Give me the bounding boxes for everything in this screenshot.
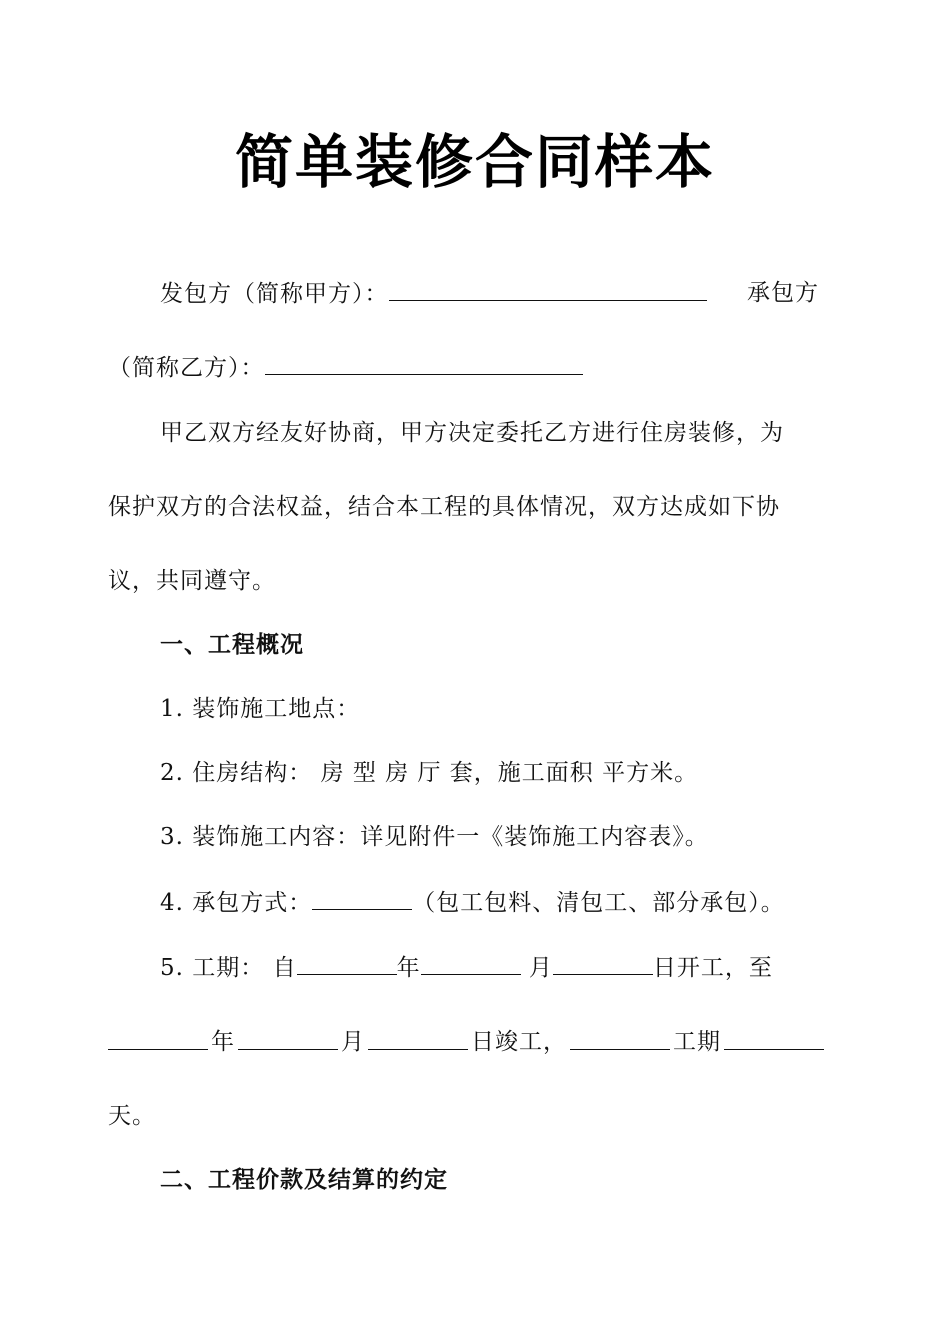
item-5	[160, 952, 773, 983]
item-5-period: 工期	[673, 1029, 721, 1055]
document-title: 简单装修合同样本	[234, 128, 715, 196]
item-5-start-month-blank	[421, 952, 521, 975]
item-4-rest: （包工包料、清包工、部分承包）。	[412, 890, 785, 916]
item-5-start: 日开工，至	[652, 955, 773, 981]
item-5-end-month-blank	[238, 1027, 338, 1050]
item-5-year-2: 年	[211, 1029, 235, 1055]
item-5-label: 5. 工期： 自	[160, 955, 297, 981]
party-b-line	[108, 352, 583, 383]
intro-line-1: 甲乙双方经友好协商，甲方决定委托乙方进行住房装修，为	[160, 420, 784, 446]
section-2-heading: 二、工程价款及结算的约定	[160, 1167, 448, 1193]
intro-line-2: 保护双方的合法权益，结合本工程的具体情况，双方达成如下协	[108, 494, 780, 520]
party-b-label: （简称乙方）：	[108, 355, 265, 381]
party-a-label: 发包方（简称甲方）：	[160, 281, 389, 307]
item-5-period-blank	[570, 1027, 670, 1050]
item-5-month: 月	[528, 955, 553, 981]
item-1: 1. 装饰施工地点：	[160, 696, 361, 722]
item-5-start-year-blank	[297, 952, 397, 975]
item-5-end-day-blank	[368, 1027, 468, 1050]
intro-line-3: 议，共同遵守。	[108, 568, 276, 594]
item-2: 2. 住房结构： 房 型 房 厅 套，施工面积 平方米。	[160, 760, 699, 786]
party-a-blank	[389, 278, 707, 301]
party-a-line	[160, 278, 707, 309]
item-5-days-blank	[724, 1027, 824, 1050]
item-3: 3. 装饰施工内容：详见附件一《装饰施工内容表》。	[160, 824, 709, 850]
item-5-continued	[108, 1027, 824, 1057]
party-b-blank	[265, 352, 583, 375]
item-4-blank	[312, 887, 412, 910]
item-5-end-year-blank	[108, 1027, 208, 1050]
item-4-label: 4. 承包方式：	[160, 890, 313, 916]
item-5-month-2: 月	[341, 1029, 365, 1055]
item-4	[160, 887, 785, 918]
item-5-days: 天。	[108, 1103, 156, 1129]
item-5-start-day-blank	[553, 952, 653, 975]
item-5-year: 年	[396, 955, 421, 981]
party-b-prefix: 承包方	[747, 280, 819, 306]
item-5-end: 日竣工，	[471, 1029, 567, 1055]
section-1-heading: 一、工程概况	[160, 632, 304, 658]
